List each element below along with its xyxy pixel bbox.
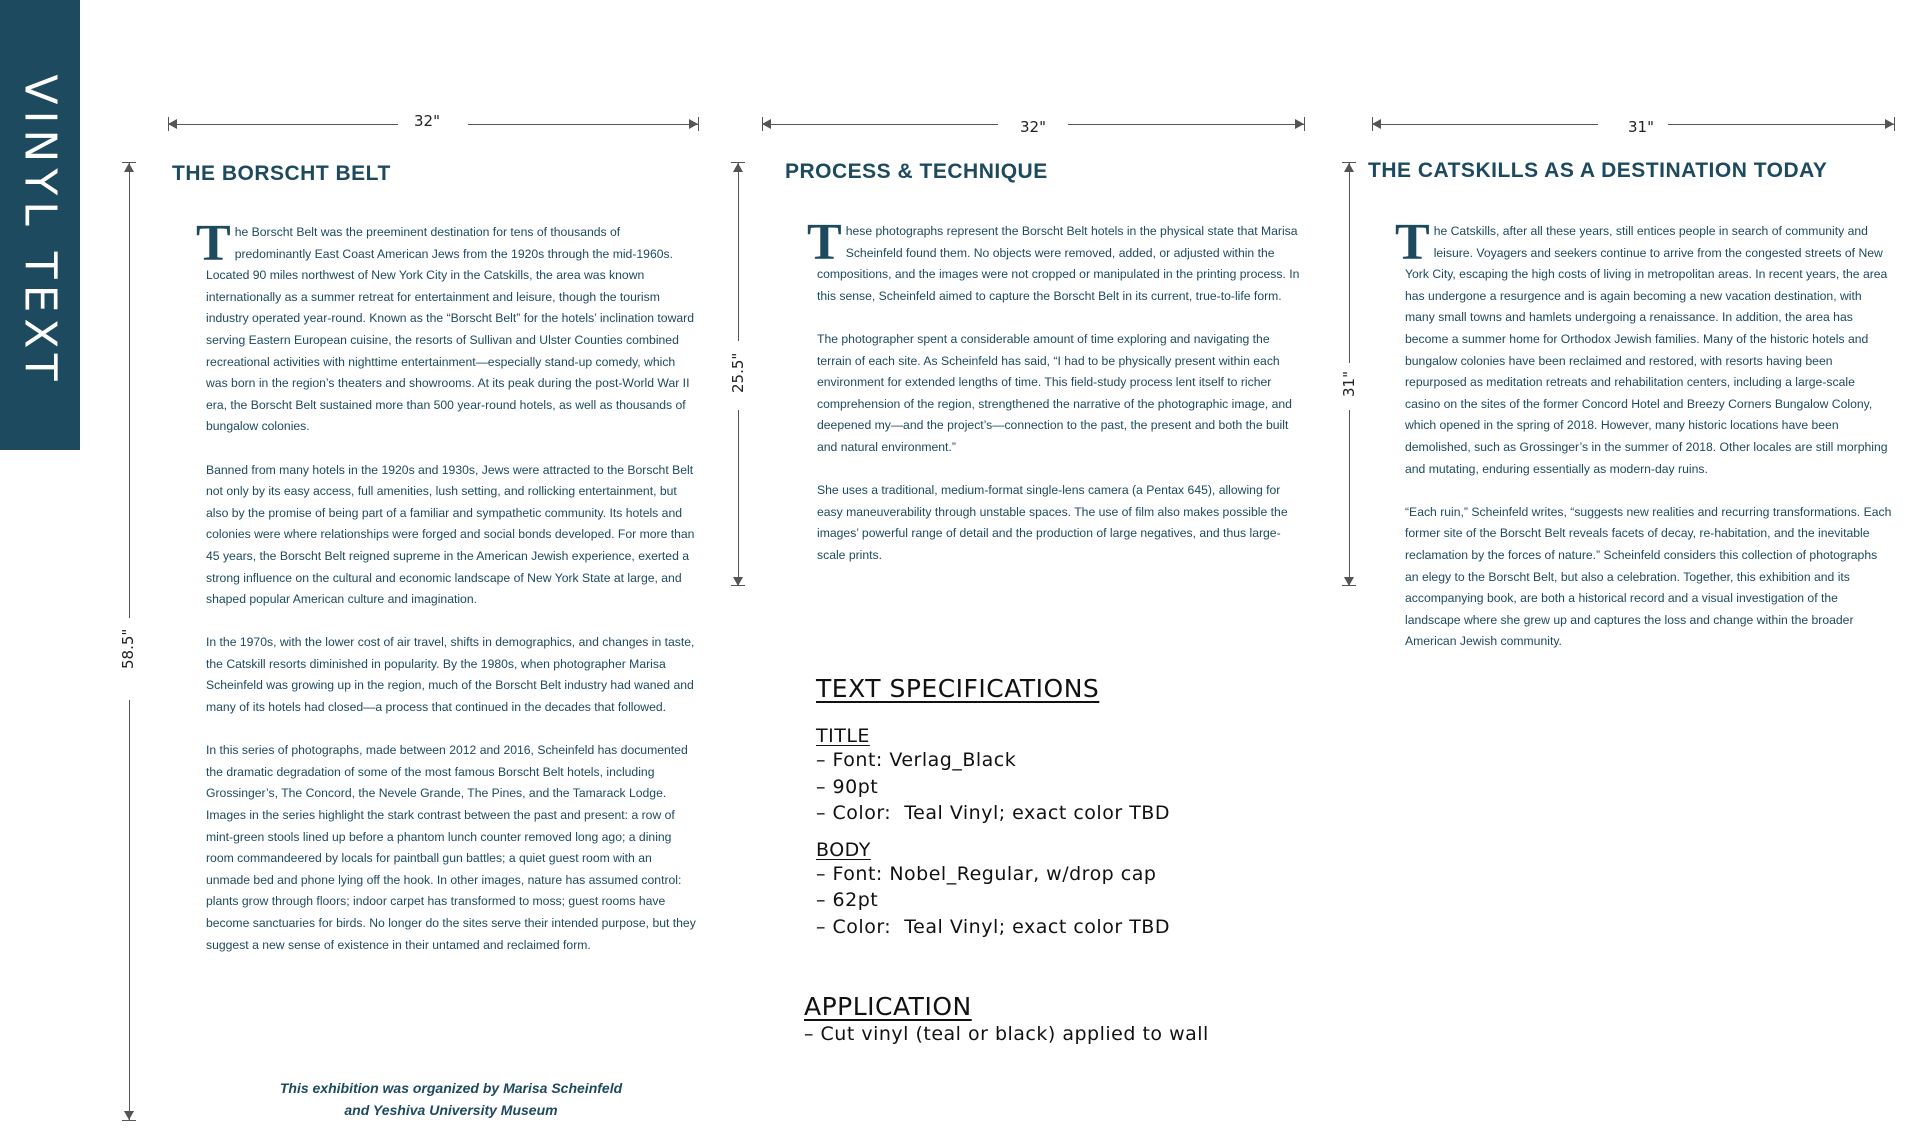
col1-title: THE BORSCHT BELT (172, 162, 391, 185)
spec-line: – Font: Nobel_Regular, w/drop cap (816, 862, 1157, 885)
application-specifications (804, 992, 1209, 1048)
col1-height-label: 58.5" (119, 628, 137, 669)
spec-heading: TEXT SPECIFICATIONS (816, 674, 1100, 703)
col3-width-label: 31" (1628, 118, 1654, 136)
col3-body (1395, 214, 1892, 674)
credit-line: This exhibition was organized by Marisa Scheinfeld (279, 1080, 623, 1096)
text-specifications (816, 674, 1170, 940)
spec-body-label: BODY (816, 838, 871, 861)
col1-paragraph: The Borscht Belt was the preeminent destination for tens of thousands of predominantly East Coast American Jews from the 1920s through the mid-1960s. Located 90 miles northwest of New York City in the Catskills, the area was known internationally as a summer retreat for entertainment and leisure, though the tourism industry operated year-round. Known as the “Borscht Belt” for the hotels’ inclination toward serving Eastern European cuisine, the resorts of Sullivan and Ulster Counties combined recreational activities with nighttime entertainment—especially stand-up comedy, which was born in the region’s theaters and showrooms. At its peak during the post-World War II era, the Borscht Belt sustained more than 500 year-round hotels, as well as thousands of bungalow colonies. (196, 215, 694, 434)
col1-width-label: 32" (414, 112, 440, 130)
col3-title: THE CATSKILLS AS A DESTINATION TODAY (1368, 159, 1828, 182)
col1-body (196, 215, 696, 978)
application-line: – Cut vinyl (teal or black) applied to wall (804, 1023, 1209, 1045)
col1-paragraph: In this series of photographs, made between 2012 and 2016, Scheinfeld has documented the dramatic degradation of some of the most famous Borscht Belt hotels, including Grossinger’s, The Concord, the Nevele Grande, The Pines, and the Tamarack Lodge. Images in the series highlight the stark contrast between the past and present: a row of mint-green stools lined up before a phantom lunch counter removed long ago; a dining room commandeered by locals for paintball gun battles; a quiet guest room with an unmade bed and phone lying off the hook. In other images, nature has assumed control: plants grow through floors; indoor carpet has transformed to moss; guest rooms have become sanctuaries for birds. No longer do the sites serve their intended purpose, but they suggest a new sense of existence in their untamed and reclaimed form. (206, 743, 696, 952)
col2-paragraph: These photographs represent the Borscht Belt hotels in the physical state that Marisa Scheinfeld found them. No objects were removed, added, or adjusted within the compositions, and the images were not cropped or manipulated in the printing process. In this sense, Scheinfeld aimed to capture the Borscht Belt in its current, true-to-life form. (807, 214, 1300, 303)
col2-body (807, 214, 1307, 588)
col1-paragraph: In the 1970s, with the lower cost of air travel, shifts in demographics, and changes in taste, the Catskill resorts diminished in popularity. By the 1980s, when photographer Marisa Scheinfeld was growing up in the region, much of the Borscht Belt industry had waned and many of its hotels had closed—a process that continued in the decades that followed. (206, 635, 695, 715)
col1-dropcap: T (196, 215, 231, 272)
application-heading: APPLICATION (804, 992, 972, 1021)
spec-line: – 90pt (816, 775, 879, 798)
col2-width-label: 32" (1020, 118, 1046, 136)
spec-title-label: TITLE (816, 725, 870, 747)
exhibition-credit (206, 1077, 696, 1121)
col3-paragraph: The Catskills, after all these years, still entices people in search of community and leisure. Voyagers and seekers continue to arrive from the congested streets of New York City, escaping the high costs of living in metropolitan areas. In recent years, the area has undergone a resurgence and is again becoming a new vacation destination, with many small towns and hamlets undergoing a renaissance. In addition, the area has become a summer home for Orthodox Jewish families. Many of the historic hotels and bungalow colonies have been reclaimed and restored, with resorts having been repurposed as meditation retreats and rehabilitation centers, including a large-scale casino on the sites of the former Concord Hotel and Breezy Corners Bungalow Colony, which opened in the spring of 2018. However, many historic locations have been demolished, such as Grossinger’s in the summer of 2018. Other locales are still morphing and mutating, enduring essentially as modern-day ruins. (1395, 214, 1888, 476)
col2-paragraph: The photographer spent a considerable amount of time exploring and navigating the terrain of each site. As Scheinfeld has said, “I had to be physically present within each environment for extended lengths of time. This field-study process lent itself to richer comprehension of the region, strengthened the narrative of the photographic image, and deepened my—and the project’s—connection to the past, the present and both the built and natural environment.” (817, 331, 1292, 454)
credit-line: and Yeshiva University Museum (344, 1102, 558, 1118)
col2-height-label: 25.5" (729, 352, 747, 393)
spec-line: – Color: Teal Vinyl; exact color TBD (816, 915, 1170, 938)
spec-line: – Color: Teal Vinyl; exact color TBD (816, 802, 1170, 824)
col2-title: PROCESS & TECHNIQUE (785, 160, 1048, 183)
sidebar-label-text: VINYL TEXT (14, 73, 66, 387)
spec-line: – 62pt (816, 889, 879, 911)
col3-paragraph: “Each ruin,” Scheinfeld writes, “suggests new realities and recurring transformations. Each former site of the Borscht Belt reveals facets of decay, re-habitation, and the inevitable reclamation by the forces of nature.” Scheinfeld considers this collection of photographs an elegy to the Borscht Belt, but also a celebration. Together, this exhibition and its accompanying book, are both a historical record and a visual investigation of the landscape where she grew up and captures the loss and change within the broader American Jewish community. (1405, 504, 1892, 649)
col2-dropcap: T (807, 214, 842, 271)
spec-line: – Font: Verlag_Black (816, 749, 1017, 771)
col3-dropcap: T (1395, 214, 1430, 271)
sidebar-banner (0, 0, 80, 450)
col3-height-label: 31" (1340, 371, 1358, 397)
col2-paragraph: She uses a traditional, medium-format single-lens camera (a Pentax 645), allowing for easy maneuverability through unstable spaces. The use of film also makes possible the images’ powerful range of detail and the production of large negatives, and thus large-scale prints. (817, 483, 1288, 562)
col1-paragraph: Banned from many hotels in the 1920s and 1930s, Jews were attracted to the Borscht Belt not only by its easy access, full amenities, lush setting, and rollicking entertainment, but also by the promise of being part of a familiar and sympathetic community. Its hotels and colonies were where relationships were forged and social bonds developed. For more than 45 years, the Borscht Belt reigned supreme in the American Jewish experience, exerted a strong influence on the cultural and economic landscape of New York State at large, and shaped popular American culture and imagination. (206, 462, 695, 607)
sidebar-label (14, 73, 66, 387)
